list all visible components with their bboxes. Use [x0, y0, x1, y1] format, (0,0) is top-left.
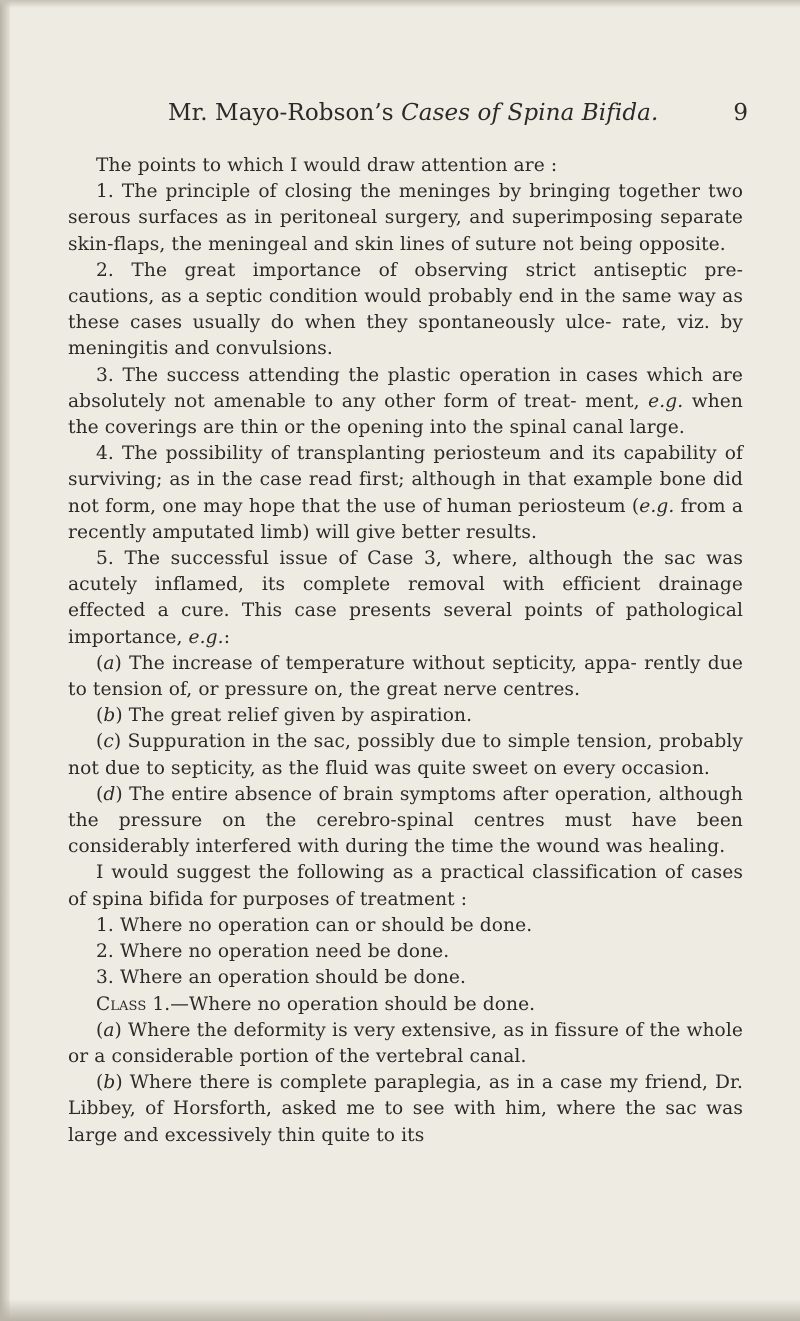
point-4-text-end: from a recently amputated limb) will give better results. — [68, 495, 744, 543]
point-4-paragraph — [68, 441, 743, 546]
subpoint-a-paragraph: (a) The increase of temperature without septicity, appa- rently due to tension of, or pressure on, the great nerve centres. — [68, 652, 743, 701]
point-2-paragraph: 2. The great importance of observing strict antiseptic pre- cautions, as a septic condition would probably end in the same way as these cases usually do when they spontaneously ulce- rate, viz. by meningitis and convulsions. — [68, 259, 743, 360]
point-3-text-start: 3. The success attending the plastic operation in cases which are absolutely not amenable to any other form of treat- ment, — [68, 364, 743, 412]
subpoint-c-text: Suppuration in the sac, possibly due to simple tension, probably not due to septicity, as the fluid was quite sweet on every occasion. — [68, 731, 743, 779]
class-1-subpoint-b-text: Where there is complete paraplegia, as in a case my friend, Dr. Libbey, of Horsforth, asked me to see with him, where the sac was large and excessively thin quite to its — [68, 1072, 743, 1146]
body-text — [68, 153, 743, 1149]
classification-item-3: 3. Where an operation should be done. — [96, 967, 467, 989]
subpoint-a-text: The increase of temperature without septicity, appa- rently due to tension of, or pressure on, the great nerve centres. — [68, 652, 743, 701]
class-label: Class — [96, 993, 147, 1015]
subpoint-c-label: c — [103, 731, 114, 753]
subpoint-d-label: d — [103, 783, 116, 805]
class-1-subpoint-b: (b) Where there is complete paraplegia, as in a case my friend, Dr. Libbey, of Horsforth, asked me to see with him, where the sac was large and excessively thin quite to its — [68, 1072, 743, 1146]
class-1-subpoint-a-text: Where the deformity is very extensive, as in fissure of the whole or a considerable portion of the vertebral canal. — [68, 1019, 743, 1067]
point-5-text-end: : — [223, 626, 231, 648]
point-3-eg: e.g. — [648, 390, 684, 412]
subpoint-d-paragraph: (d) The entire absence of brain symptoms after operation, although the pressure on the cerebro-spinal centres must have been considerably interfered with during the time the wound was healing. — [68, 783, 743, 858]
running-head — [168, 100, 658, 126]
classification-item-1: 1. Where no operation can or should be done. — [96, 914, 533, 936]
point-5-text-start: 5. The successful issue of Case 3, where, although the sac was acutely inflamed, its complete removal with efficient drainage effected a cure. This case presents several points of pathological importance, — [68, 548, 743, 648]
subpoint-d-text: The entire absence of brain symptoms after operation, although the pressure on the cerebro-spinal centres must have been considerably interfered with during the time the wound was healing. — [68, 783, 743, 858]
point-5-paragraph — [68, 546, 743, 651]
point-5-eg: e.g. — [188, 626, 224, 648]
page-number: 9 — [733, 100, 748, 126]
class-1-text: 1.—Where no operation should be done. — [152, 993, 536, 1015]
subpoint-b-label: b — [103, 705, 116, 727]
classification-item-2: 2. Where no operation need be done. — [96, 941, 450, 963]
class-1-subpoint-b-label: b — [103, 1072, 116, 1094]
subpoint-a-label: a — [103, 652, 115, 674]
point-3-text-end: when the coverings are thin or the opening into the spinal canal large. — [68, 390, 743, 439]
subpoint-b-text: The great relief given by aspiration. — [128, 705, 473, 727]
class-1-heading — [68, 992, 743, 1018]
header-title: Cases of Spina Bifida. — [401, 100, 659, 126]
running-header — [168, 100, 748, 140]
page-bottom-edge — [0, 1299, 800, 1321]
page-top-edge — [0, 0, 800, 8]
subpoint-c-paragraph: (c) Suppuration in the sac, possibly due to simple tension, probably not due to septicity, as the fluid was quite sweet on every occasion. — [68, 731, 743, 779]
point-4-eg: e.g. — [639, 495, 675, 517]
class-1-subpoint-a-label: a — [103, 1019, 115, 1041]
intro-paragraph: The points to which I would draw attention are : — [96, 155, 558, 176]
point-4-text-start: 4. The possibility of transplanting periosteum and its capability of surviving; as in the case read first; although in that example bone did not form, one may hope that the use of human periosteum ( — [68, 443, 743, 517]
class-1-subpoint-a: (a) Where the deformity is very extensive, as in fissure of the whole or a considerable portion of the vertebral canal. — [68, 1019, 743, 1067]
subpoint-b-paragraph: (b) The great relief given by aspiration. — [96, 705, 473, 727]
classification-intro-paragraph: I would suggest the following as a practical classification of cases of spina bifida for purposes of treatment : — [68, 862, 743, 910]
header-author: Mr. Mayo-Robson’s — [168, 100, 394, 126]
point-3-paragraph — [68, 363, 743, 442]
point-1-paragraph: 1. The principle of closing the meninges by bringing together two serous surfaces as in peritoneal surgery, and superimposing separate skin-flaps, the meningeal and skin lines of suture not being opposite. — [68, 181, 743, 255]
